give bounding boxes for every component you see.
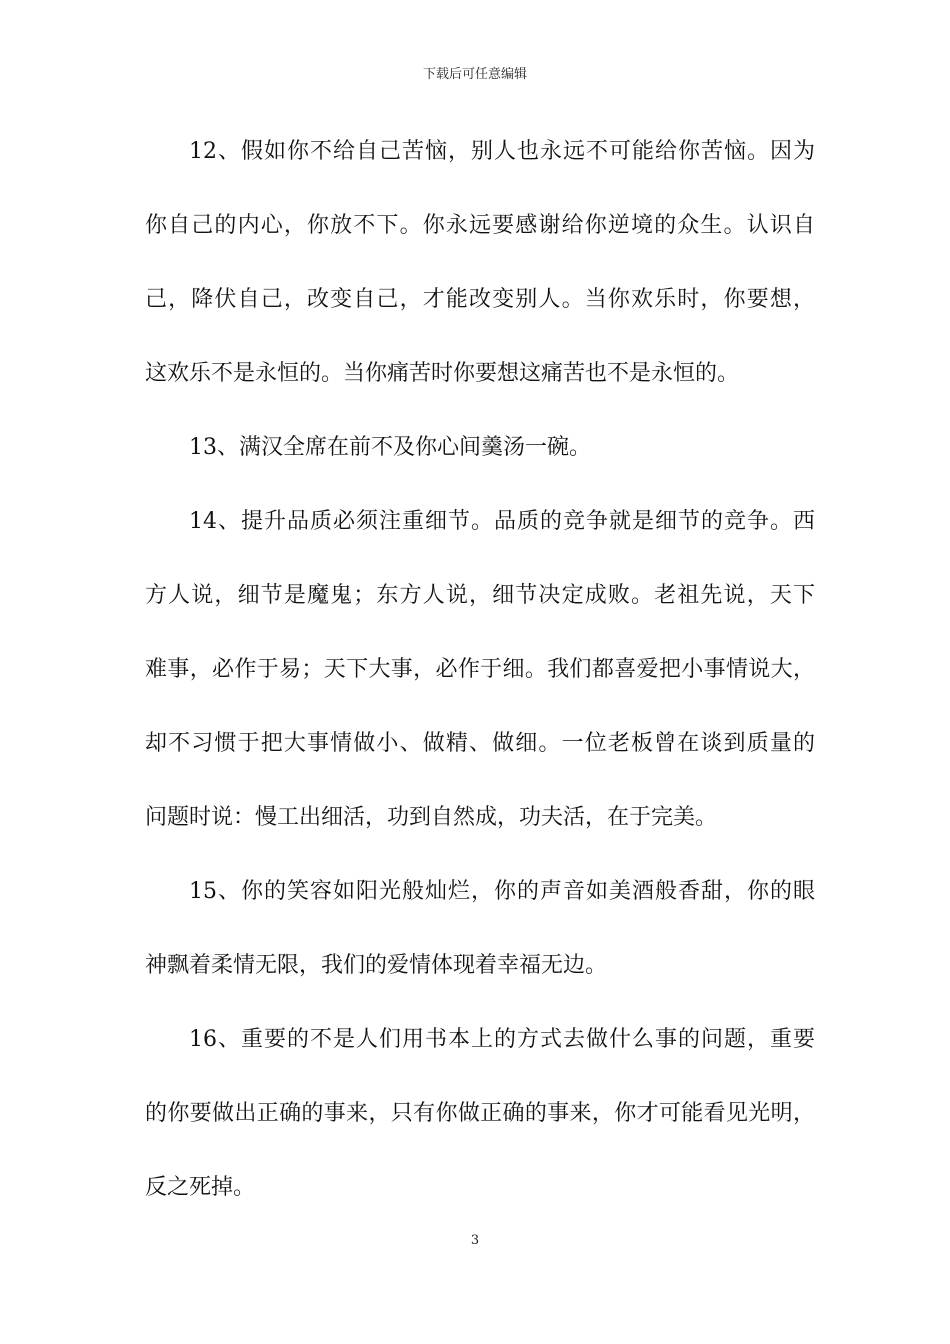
- text-line: 却不习惯于把大事情做小、做精、做细。一位老板曾在谈到质量的: [145, 731, 815, 756]
- text-line: 的你要做出正确的事来，只有你做正确的事来，你才可能看见光明，: [145, 1101, 815, 1126]
- text-line: 问题时说：慢工出细活，功到自然成，功夫活，在于完美。: [145, 805, 718, 830]
- text-line: 15、你的笑容如阳光般灿烂，你的声音如美酒般香甜，你的眼: [189, 879, 815, 904]
- text-line: 16、重要的不是人们用书本上的方式去做什么事的问题，重要: [189, 1027, 815, 1052]
- text-line: 反之死掉。: [145, 1175, 256, 1200]
- page-number: 3: [470, 1233, 480, 1248]
- text-line: 14、提升品质必须注重细节。品质的竞争就是细节的竞争。西: [189, 509, 815, 534]
- text-line: 己，降伏自己，改变自己，才能改变别人。当你欢乐时，你要想，: [145, 287, 815, 312]
- page-header: 下载后可任意编辑: [422, 67, 527, 82]
- text-line: 难事，必作于易；天下大事，必作于细。我们都喜爱把小事情说大，: [145, 657, 815, 682]
- text-line: 方人说，细节是魔鬼；东方人说，细节决定成败。老祖先说，天下: [145, 583, 815, 608]
- text-line: 13、满汉全席在前不及你心间羹汤一碗。: [189, 435, 591, 460]
- text-line: 神飘着柔情无限，我们的爱情体现着幸福无边。: [145, 953, 608, 978]
- text-line: 这欢乐不是永恒的。当你痛苦时你要想这痛苦也不是永恒的。: [145, 361, 740, 386]
- text-line: 12、假如你不给自己苦恼，别人也永远不可能给你苦恼。因为: [189, 139, 815, 164]
- text-line: 你自己的内心，你放不下。你永远要感谢给你逆境的众生。认识自: [145, 213, 815, 238]
- document-body: [145, 130, 815, 1240]
